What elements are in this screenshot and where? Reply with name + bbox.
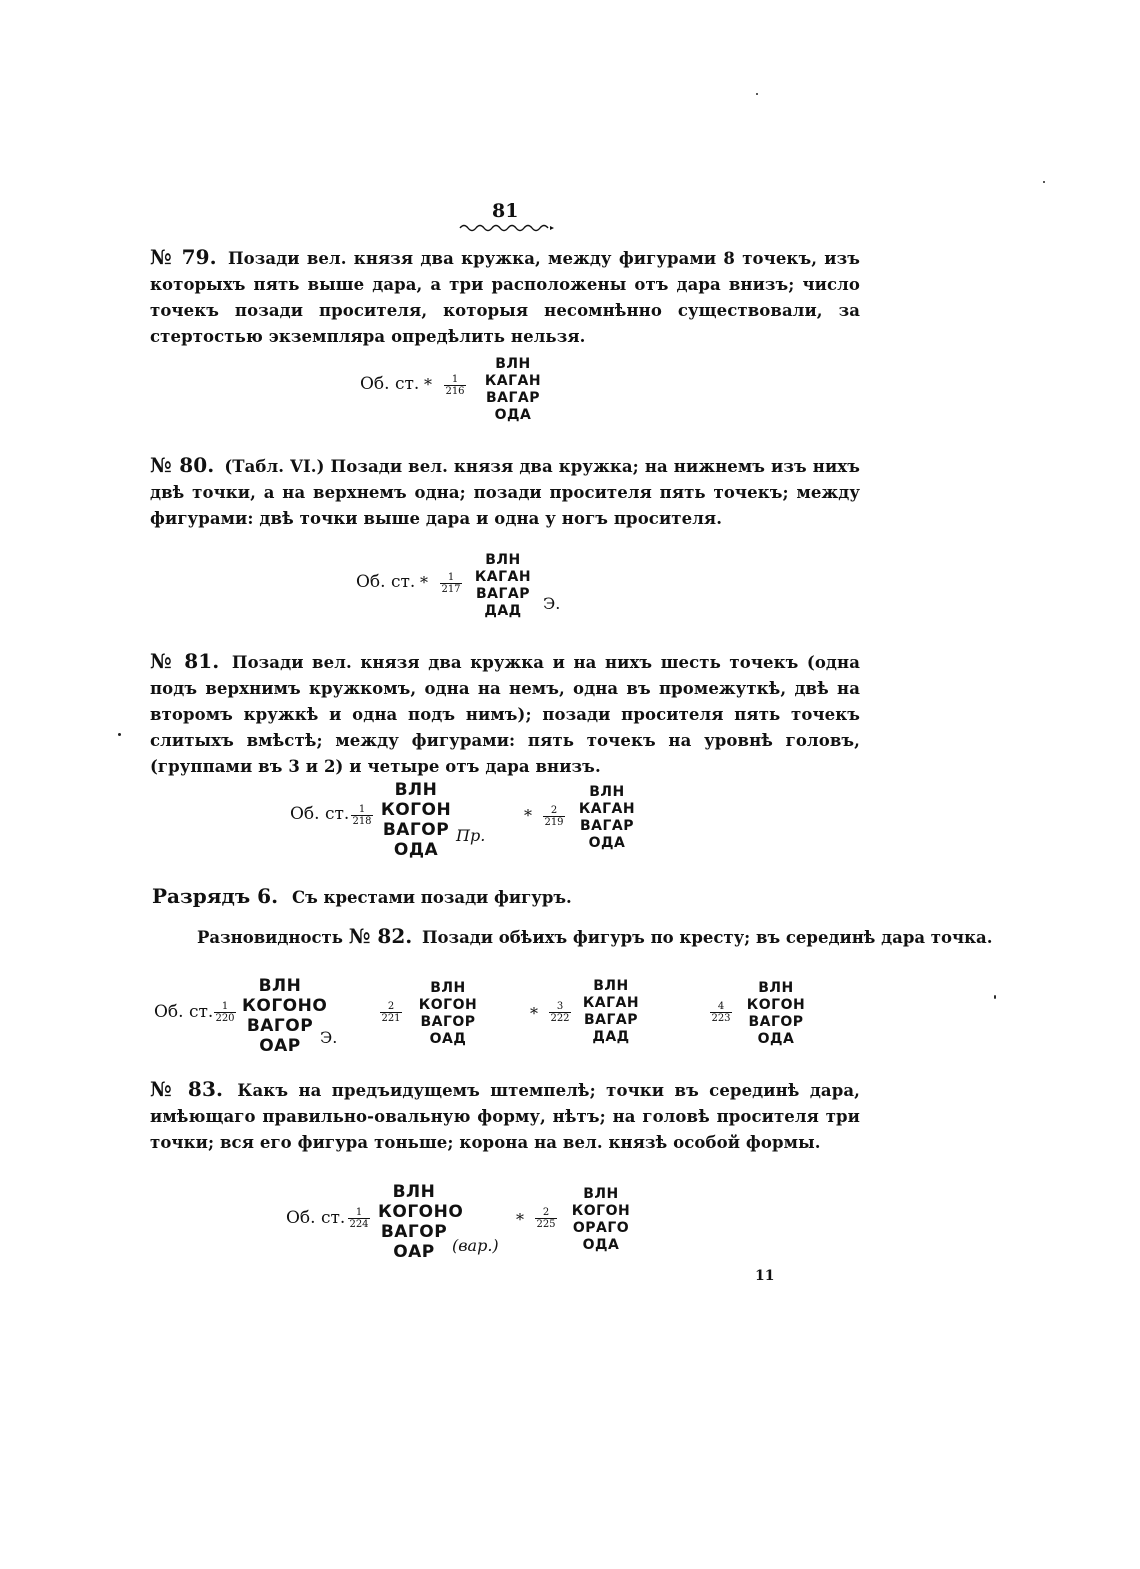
entry-83-coin1-fraction: $\frac{1}{224}$ [349,1207,369,1230]
page-number: 81 [492,200,519,222]
entry-81-coin1-legend: ВЛН КОГОН ВАГОР ОДА [380,780,452,860]
entry-82-coin1-source: Э. [320,1028,338,1047]
entry-79 [150,244,860,350]
scan-speck [756,93,758,95]
entry-82-coin4-fraction: $\frac{4}{223}$ [711,1001,731,1024]
entry-80-star: * [420,573,428,592]
signature-number: 11 [755,1268,775,1284]
entry-82-coin4-legend: ВЛН КОГОН ВАГОР ОДА [746,980,806,1047]
entry-82 [197,924,992,948]
entry-82-coin3-fraction: $\frac{3}{222}$ [550,1001,570,1024]
entry-79-legend: ВЛН КАГАН ВАГАР ОДА [484,356,542,423]
entry-81-coin2-fraction: $\frac{2}{219}$ [544,805,564,828]
scan-speck [118,733,121,736]
entry-83-number: № 83. [150,1077,224,1101]
category-6-heading: Разрядъ 6. [152,884,279,908]
entry-83-coin2-legend: ВЛН КОГОН ОРАГО ОДА [571,1186,631,1253]
entry-81-coin1-fraction: $\frac{1}{218}$ [352,804,372,827]
entry-79-text: Позади вел. князя два кружка, между фигурами 8 точекъ, изъ которыхъ пять выше дара, а три расположены отъ дара внизъ; число точекъ позади просителя, которыя несомнѣнно существовали, за стертостью экземпляра опредѣлить нельзя. [150,249,860,346]
entry-81-text: Позади вел. князя два кружка и на нихъ шесть точекъ (одна подъ верхнимъ кружкомъ, одна на немъ, одна въ промежуткѣ, двѣ на второмъ кружкѣ и одна подъ нимъ); позади просителя пять точекъ слитыхъ вмѣстѣ; между фигурами: пять точекъ на уровнѣ головъ, (группами въ 3 и 2) и четыре отъ дара внизъ. [150,653,860,776]
entry-83-coin2-fraction: $\frac{2}{225}$ [536,1207,556,1230]
scan-speck [994,995,996,999]
entry-80-fraction: $\frac{1}{217}$ [441,572,461,595]
entry-81-number: № 81. [150,649,220,673]
entry-82-coin1-legend: ВЛН КОГОНО ВАГОР ОАР [242,976,328,1056]
entry-79-obverse-label: Об. ст. [360,374,420,394]
entry-79-fraction: $\frac{1}{216}$ [445,374,465,397]
entry-80-text: (Табл. VI.) Позади вел. князя два кружка; на нижнемъ изъ нихъ двѣ точки, а на верхнемъ одна; позади просителя пять точекъ; между фигурами: двѣ точки выше дара и одна у ногъ просителя. [150,457,860,528]
entry-81-coin1-source: Пр. [456,826,486,845]
entry-82-variety-label: Разновидность [197,928,343,947]
entry-80 [150,452,860,532]
entry-82-number: № 82. [348,924,413,948]
entry-82-coin2-legend: ВЛН КОГОН ВАГОР ОАД [418,980,478,1047]
entry-82-text: Позади обѣихъ фигуръ по кресту; въ серединѣ дара точка. [421,928,993,947]
entry-81-coin2-legend: ВЛН КАГАН ВАГАР ОДА [578,784,636,851]
entry-80-source: Э. [543,594,561,613]
entry-83-coin1-source: (вар.) [452,1236,499,1255]
entry-82-coin3-legend: ВЛН КАГАН ВАГАР ДАД [582,978,640,1045]
page-number-flourish [458,222,558,234]
entry-83-coin1-legend: ВЛН КОГОНО ВАГОР ОАР [378,1182,464,1262]
category-6-subtitle: Съ крестами позади фигуръ. [292,888,572,907]
entry-80-number: № 80. [150,453,215,477]
entry-81 [150,648,860,780]
scan-speck [1043,181,1045,183]
entry-83-text: Какъ на предъидущемъ штемпелѣ; точки въ серединѣ дара, имѣющаго правильно-овальную форму, нѣтъ; на головѣ просителя три точки; вся его фигура тоньше; корона на вел. князѣ особой формы. [150,1081,860,1152]
entry-81-star: * [524,806,532,825]
entry-82-obverse-label: Об. ст. [154,1002,214,1022]
entry-83 [150,1076,860,1156]
entry-79-star: * [424,375,432,394]
entry-81-obverse-label: Об. ст. [290,804,350,824]
entry-83-obverse-label: Об. ст. [286,1208,346,1228]
entry-80-legend: ВЛН КАГАН ВАГАР ДАД [474,552,532,619]
entry-82-coin2-fraction: $\frac{2}{221}$ [381,1001,401,1024]
entry-82-coin1-fraction: $\frac{1}{220}$ [215,1001,235,1024]
entry-79-number: № 79. [150,245,217,269]
entry-83-star: * [516,1210,524,1229]
entry-80-obverse-label: Об. ст. [356,572,416,592]
entry-82-star: * [530,1004,538,1023]
